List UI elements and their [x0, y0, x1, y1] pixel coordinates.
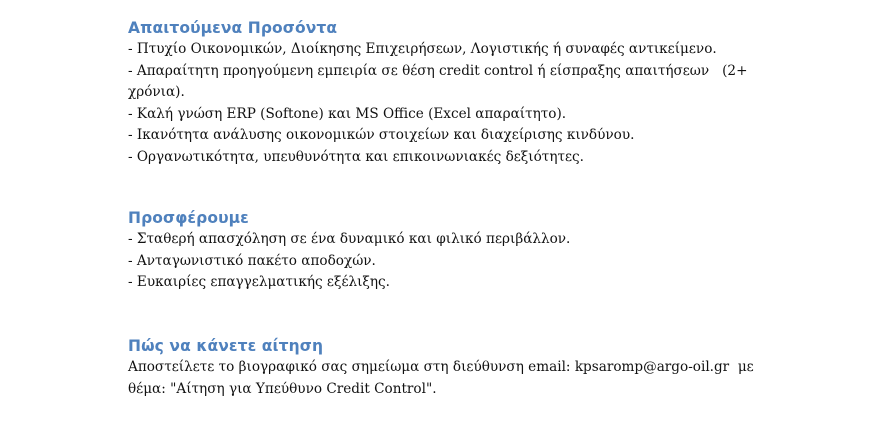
requirements-heading: Απαιτούμενα Προσόντα	[128, 19, 338, 37]
requirement-item: - Οργανωτικότητα, υπευθυνότητα και επικοινωνιακές δεξιότητες.	[128, 148, 584, 165]
offer-heading: Προσφέρουμε	[128, 209, 249, 227]
apply-heading: Πώς να κάνετε αίτηση	[128, 337, 324, 355]
offer-item: - Σταθερή απασχόληση σε ένα δυναμικό και φιλικό περιβάλλον.	[128, 231, 571, 247]
requirement-item: - Ικανότητα ανάλυσης οικονομικών στοιχείων και διαχείρισης κινδύνου.	[128, 127, 635, 143]
apply-instructions-continuation: θέμα: "Αίτηση για Υπεύθυνο Credit Control".	[128, 380, 437, 397]
requirement-item: - Πτυχίο Οικονομικών, Διοίκησης Επιχειρήσεων, Λογιστικής ή συναφές αντικείμενο.	[128, 41, 717, 57]
requirement-item: - Απαραίτητη προηγούμενη εμπειρία σε θέση credit control ή είσπραξης απαιτήσεων (2+	[128, 62, 748, 79]
offer-section	[128, 207, 570, 294]
requirement-item-continuation: χρόνια).	[128, 84, 185, 100]
apply-instructions: Αποστείλετε το βιογραφικό σας σημείωμα στη διεύθυνση email: kpsaromp@argo-oil.gr με	[128, 359, 754, 375]
requirements-section	[128, 17, 747, 168]
apply-section	[128, 335, 754, 400]
offer-item: - Ευκαιρίες επαγγελματικής εξέλιξης.	[128, 274, 390, 290]
offer-item: - Ανταγωνιστικό πακέτο αποδοχών.	[128, 252, 376, 269]
requirement-item: - Καλή γνώση ERP (Softone) και MS Office (Excel απαραίτητο).	[128, 105, 567, 122]
